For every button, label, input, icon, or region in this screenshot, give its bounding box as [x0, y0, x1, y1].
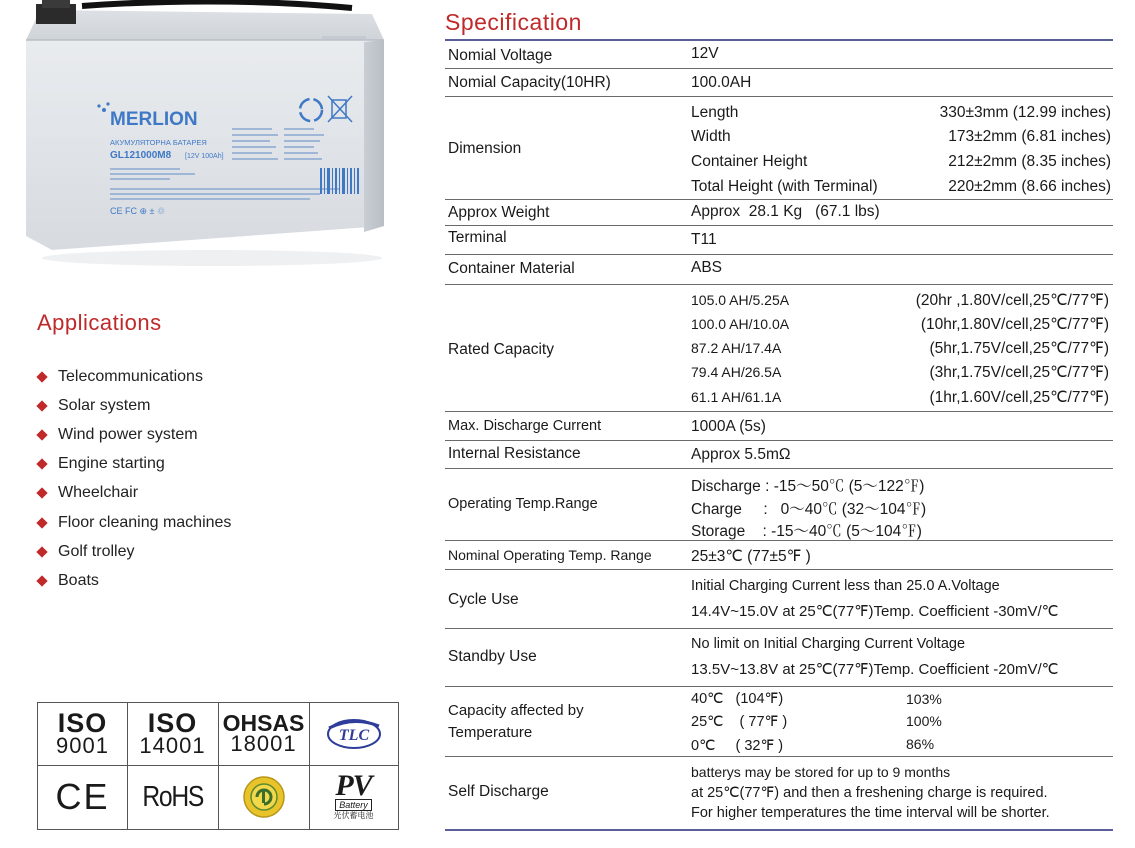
list-item	[36, 537, 231, 566]
weight-value: Approx 28.1 Kg (67.1 lbs)	[691, 203, 880, 220]
standby-use-line1: No limit on Initial Charging Current Voltage	[691, 636, 966, 652]
nominal-temp-label: Nominal Operating Temp. Range	[448, 547, 652, 563]
iso-9001-number: 9001	[56, 733, 109, 759]
standby-use-line2: 13.5V~13.8V at 25℃(77℉)Temp. Coefficient -20mV/℃	[691, 661, 1059, 678]
battery-product-image	[22, 0, 394, 268]
internal-resistance-label: Internal Resistance	[448, 445, 581, 462]
spec-top-rule	[445, 39, 1113, 41]
quality-seal-icon	[242, 775, 286, 819]
iso-14001-mark	[127, 703, 218, 765]
capacity-temp-label-line2: Temperature	[448, 724, 533, 741]
weight-label: Approx Weight	[448, 204, 550, 221]
battery-type-line: АКУМУЛЯТОРНА БАТАРЕЯ	[110, 138, 207, 147]
max-discharge-value: 1000A (5s)	[691, 418, 766, 435]
max-discharge-label: Max. Discharge Current	[448, 418, 602, 434]
ce-mark	[38, 765, 127, 829]
cycle-use-label: Cycle Use	[448, 591, 519, 608]
specification-title: Specification	[445, 9, 582, 35]
operating-temp-label: Operating Temp.Range	[448, 496, 598, 512]
rohs-text: RoHS	[142, 780, 203, 813]
rated-capacity-label: Rated Capacity	[448, 341, 554, 358]
diamond-bullet-icon	[36, 429, 47, 440]
container-material-value: ABS	[691, 259, 723, 276]
rated-capacity-row-condition: (10hr,1.80V/cell,25℃/77℉)	[920, 316, 1109, 333]
diamond-bullet-icon	[36, 488, 47, 499]
self-discharge-line2: at 25℃(77℉) and then a freshening charge is required.	[691, 785, 1048, 801]
diamond-bullet-icon	[36, 546, 47, 557]
rohs-mark	[127, 765, 218, 829]
capacity-temp-row-temp: 40℃ (104℉)	[691, 691, 784, 707]
battery-cert-marks: CE FC ⊕ ± ♲	[110, 206, 166, 216]
iso-9001-title: ISO	[57, 707, 108, 738]
pv-cn-text: 光伏蓄电池	[333, 811, 374, 820]
dimension-container-height-name: Container Height	[691, 153, 808, 170]
internal-resistance-value: Approx 5.5mΩ	[691, 446, 791, 463]
ohsas-18001-mark	[218, 703, 309, 765]
cycle-use-line2: 14.4V~15.0V at 25℃(77℉)Temp. Coefficient -30mV/℃	[691, 603, 1059, 620]
application-label: Solar system	[58, 396, 151, 414]
applications-list	[36, 362, 231, 596]
operating-temp-charge: Charge : 0～40℃ (32～104℉)	[691, 501, 927, 518]
battery-brand: MERLION	[110, 109, 198, 130]
container-material-label: Container Material	[448, 260, 575, 277]
iso-14001-number: 14001	[139, 733, 206, 759]
self-discharge-label: Self Discharge	[448, 783, 549, 800]
tlc-text: TLC	[338, 727, 369, 744]
diamond-bullet-icon	[36, 517, 47, 528]
capacity-temp-row-percent: 86%	[906, 736, 935, 752]
operating-temp-discharge: Discharge : -15～50℃ (5～122℉)	[691, 478, 925, 495]
ohsas-number: 18001	[230, 731, 297, 757]
certification-grid	[37, 702, 399, 830]
applications-title: Applications	[37, 310, 162, 335]
tlc-logo	[309, 703, 398, 765]
standby-use-label: Standby Use	[448, 648, 537, 665]
battery-model: GL121000M8	[110, 150, 172, 161]
application-label: Wheelchair	[58, 484, 139, 502]
nominal-voltage-value: 12V	[691, 45, 719, 62]
dimension-length-name: Length	[691, 104, 739, 121]
dimension-length-value: 330±3mm (12.99 inches)	[939, 104, 1111, 121]
application-label: Floor cleaning machines	[58, 513, 232, 531]
list-item	[36, 362, 231, 391]
dimension-width-value: 173±2mm (6.81 inches)	[948, 128, 1111, 145]
diamond-bullet-icon	[36, 575, 47, 586]
list-item	[36, 450, 231, 479]
capacity-temp-row-percent: 103%	[906, 691, 942, 707]
list-item	[36, 420, 231, 449]
cycle-use-line1: Initial Charging Current less than 25.0 A.Voltage	[691, 578, 1000, 594]
iso-14001-title: ISO	[147, 707, 198, 738]
dimension-width-name: Width	[691, 128, 731, 145]
application-label: Boats	[58, 571, 99, 589]
application-label: Golf trolley	[58, 542, 135, 560]
capacity-temp-row-temp: 25℃ ( 77℉ )	[691, 714, 788, 730]
application-label: Telecommunications	[58, 367, 203, 385]
terminal-label: Terminal	[448, 229, 507, 246]
ohsas-title: OHSAS	[222, 709, 305, 736]
iso-9001-mark	[38, 703, 127, 765]
list-item	[36, 391, 231, 420]
pv-battery-logo	[309, 765, 398, 829]
terminal-value: T11	[691, 231, 717, 248]
tlc-logo-icon	[321, 714, 387, 754]
capacity-temp-label-line1: Capacity affected by	[448, 702, 584, 719]
diamond-bullet-icon	[36, 400, 47, 411]
diamond-bullet-icon	[36, 371, 47, 382]
nominal-capacity-value: 100.0AH	[691, 74, 752, 91]
application-label: Engine starting	[58, 455, 165, 473]
operating-temp-storage: Storage : -15～40℃ (5～104℉)	[691, 523, 922, 540]
self-discharge-line1: batterys may be stored for up to 9 months	[691, 764, 951, 780]
capacity-temp-row-temp: 0℃ ( 32℉ )	[691, 738, 784, 754]
dimension-container-height-value: 212±2mm (8.35 inches)	[948, 153, 1111, 170]
list-item	[36, 566, 231, 595]
nominal-temp-value: 25±3℃ (77±5℉ )	[691, 548, 811, 565]
battery-model-suffix: [12V 100Ah]	[185, 153, 224, 160]
nominal-voltage-label: Nomial Voltage	[448, 47, 553, 64]
ce-text: CE	[55, 776, 110, 817]
pv-text: PV	[335, 769, 372, 802]
dimension-label: Dimension	[448, 140, 522, 157]
rated-capacity-row-value: 61.1 AH/61.1A	[691, 389, 782, 405]
diamond-bullet-icon	[36, 458, 47, 469]
rated-capacity-row-value: 79.4 AH/26.5A	[691, 364, 782, 380]
dimension-total-height-name: Total Height (with Terminal)	[691, 178, 878, 195]
rated-capacity-row-value: 100.0 AH/10.0A	[691, 316, 790, 332]
self-discharge-line3: For higher temperatures the time interval will be shorter.	[691, 805, 1050, 821]
dimension-total-height-value: 220±2mm (8.66 inches)	[948, 178, 1111, 195]
rated-capacity-row-condition: (3hr,1.75V/cell,25℃/77℉)	[929, 364, 1109, 381]
rated-capacity-row-value: 87.2 AH/17.4A	[691, 340, 782, 356]
pv-sub-text: Battery	[335, 799, 372, 811]
application-label: Wind power system	[58, 425, 198, 443]
list-item	[36, 479, 231, 508]
rated-capacity-row-value: 105.0 AH/5.25A	[691, 292, 790, 308]
nominal-capacity-label: Nomial Capacity(10HR)	[448, 74, 611, 91]
spec-bottom-rule	[445, 829, 1113, 831]
capacity-temp-row-percent: 100%	[906, 713, 942, 729]
rated-capacity-row-condition: (5hr,1.75V/cell,25℃/77℉)	[929, 340, 1109, 357]
quality-seal	[218, 765, 309, 829]
list-item	[36, 508, 231, 537]
rated-capacity-row-condition: (1hr,1.60V/cell,25℃/77℉)	[929, 389, 1109, 406]
rated-capacity-row-condition: (20hr ,1.80V/cell,25℃/77℉)	[915, 292, 1109, 309]
